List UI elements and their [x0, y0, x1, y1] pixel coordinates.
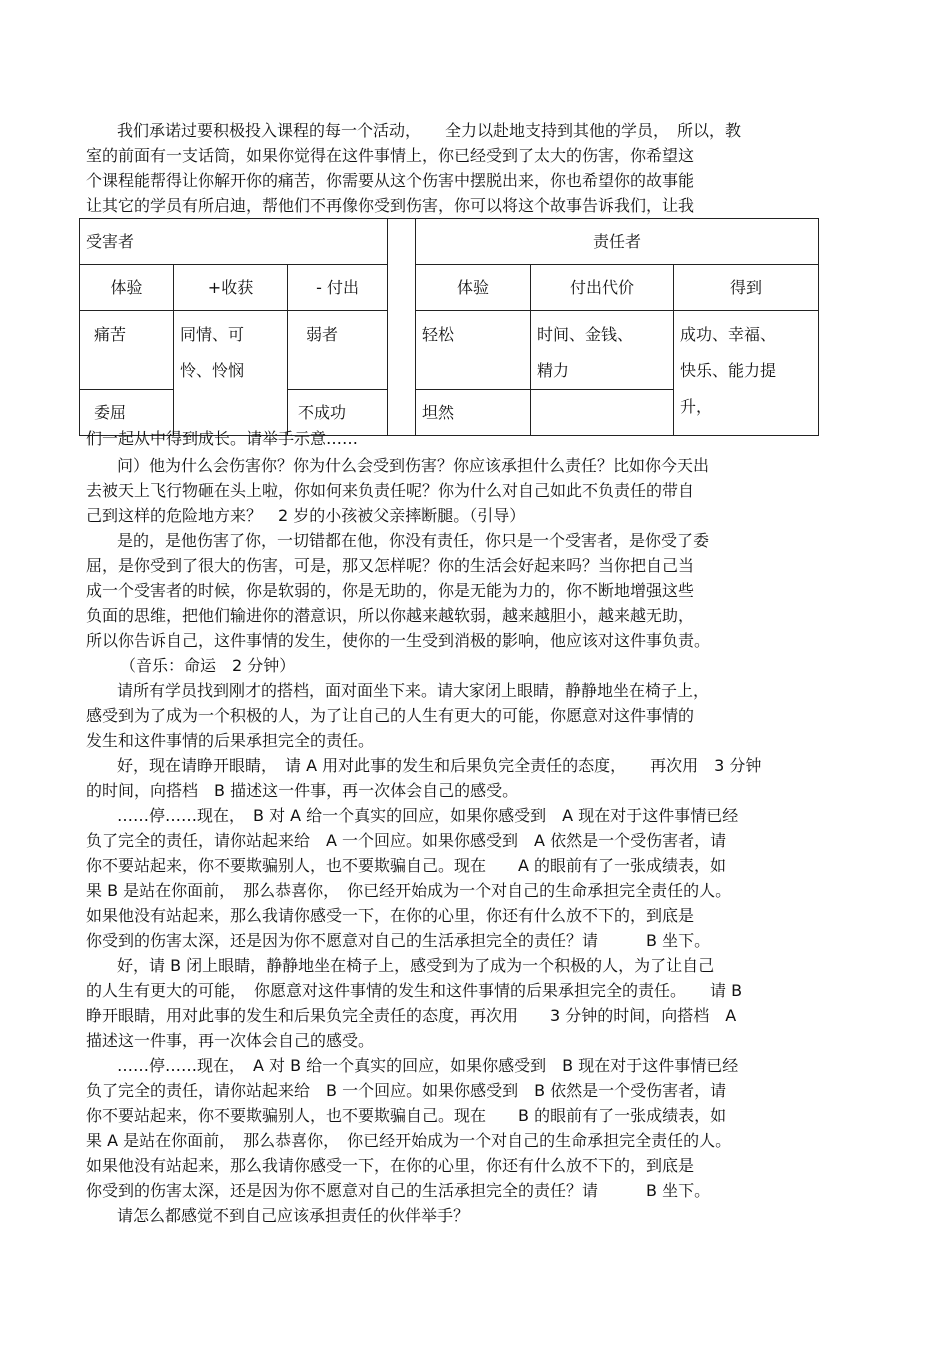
victim-cost-cell	[288, 311, 388, 390]
cell-text: 痛苦	[94, 325, 127, 344]
body-line: 你不要站起来，你不要欺骗别人，也不要欺骗自己。现在 A 的眼前有了一张成绩表，如	[86, 856, 727, 875]
responsible-header: 责任者	[416, 219, 819, 265]
cell-text: 精力	[537, 361, 570, 380]
body-line: 如果他没有站起来，那么我请你感受一下，在你的心里，你还有什么放不下的，到底是	[86, 1156, 695, 1175]
body-line: 的时间，向搭档 B 描述这一件事，再一次体会自己的感受。	[86, 781, 519, 800]
body-line: 感受到为了成为一个积极的人，为了让自己的人生有更大的可能，你愿意对这件事情的	[86, 706, 695, 725]
victim-gain-cell	[174, 311, 288, 436]
body-line: 描述这一件事，再一次体会自己的感受。	[86, 1031, 375, 1050]
cell-text: 委屈	[94, 402, 127, 422]
body-line: 请怎么都感觉不到自己应该承担责任的伙伴举手？	[117, 1206, 470, 1225]
responsible-cost-cell	[531, 390, 674, 436]
body-line: 己到这样的危险地方来？ 2 岁的小孩被父亲摔断腿。（引导）	[86, 506, 526, 525]
body-line: 问）他为什么会伤害你？你为什么会受到伤害？你应该承担什么责任？比如你今天出	[117, 456, 710, 475]
body-line: 你受到的伤害太深，还是因为你不愿意对自己的生活承担完全的责任？请 B 坐下。	[86, 931, 711, 950]
victim-header: 受害者	[80, 219, 388, 265]
cell-text: 弱者	[306, 325, 339, 344]
body-line: （音乐：命运 2 分钟）	[120, 656, 296, 675]
body-line: 负了完全的责任，请你站起来给 A 一个回应。如果你感受到 A 依然是一个受伤害者，请	[86, 831, 727, 850]
cell-text: 快乐、能力提	[680, 361, 777, 380]
responsible-cost-cell	[531, 311, 674, 390]
body-line: 你不要站起来，你不要欺骗别人，也不要欺骗自己。现在 B 的眼前有了一张成绩表，如	[86, 1106, 727, 1125]
cell-text: 升，	[680, 397, 713, 416]
body-line: ……停……现在， B 对 A 给一个真实的回应，如果你感受到 A 现在对于这件事情已经	[117, 806, 739, 825]
cell-text: 坦然	[422, 402, 455, 422]
body-line: 成一个受害者的时候，你是软弱的，你是无助的，你是无能为力的，你不断地增强这些	[86, 581, 695, 600]
victim-col-experience: 体验	[80, 265, 174, 311]
body-line: 们一起从中得到成长。请举手示意……	[86, 429, 359, 448]
body-line: 果 B 是站在你面前， 那么恭喜你， 你已经开始成为一个对自己的生命承担完全责任的人。	[86, 881, 732, 900]
cell-text: 怜、怜悯	[180, 361, 245, 380]
intro-line: 室的前面有一支话筒，如果你觉得在这件事情上，你已经受到了太大的伤害，你希望这	[86, 146, 695, 165]
cell-text: 时间、金钱、	[537, 325, 634, 344]
cell-text: 不成功	[298, 402, 347, 422]
body-line: 请所有学员找到刚才的搭档，面对面坐下来。请大家闭上眼睛，静静地坐在椅子上，	[117, 681, 710, 700]
victim-responsible-table	[79, 218, 819, 436]
body-line: 是的，是他伤害了你，一切错都在他，你没有责任，你只是一个受害者，是你受了委	[117, 531, 710, 550]
responsible-experience-cell	[416, 390, 531, 436]
body-line: 如果他没有站起来，那么我请你感受一下，在你的心里，你还有什么放不下的，到底是	[86, 906, 695, 925]
body-line: 负面的思维，把他们输进你的潜意识，所以你越来越软弱，越来越胆小，越来越无助，	[86, 606, 695, 625]
body-line: 你受到的伤害太深，还是因为你不愿意对自己的生活承担完全的责任？请 B 坐下。	[86, 1181, 711, 1200]
body-line: 所以你告诉自己，这件事情的发生，使你的一生受到消极的影响，他应该对这件事负责。	[86, 631, 711, 650]
responsible-col-cost: 付出代价	[531, 265, 674, 311]
cell-text: 成功、幸福、	[680, 325, 777, 344]
body-line: 的人生有更大的可能， 你愿意对这件事情的发生和这件事情的后果承担完全的责任。 请 B	[86, 981, 743, 1000]
body-line: 好，请 B 闭上眼睛，静静地坐在椅子上，感受到为了成为一个积极的人，为了让自己	[117, 956, 715, 975]
intro-line: 让其它的学员有所启迪，帮他们不再像你受到伤害，你可以将这个故事告诉我们，让我	[86, 196, 695, 215]
victim-col-gain: +收获	[174, 265, 288, 311]
cell-text: 同情、可	[180, 325, 245, 344]
body-line: 好，现在请睁开眼睛， 请 A 用对此事的发生和后果负完全责任的态度， 再次用 3 分钟	[117, 756, 762, 775]
responsible-col-get: 得到	[674, 265, 819, 311]
body-line: 屈，是你受到了很大的伤害，可是，那又怎样呢？你的生活会好起来吗？当你把自己当	[86, 556, 695, 575]
body-line: 睁开眼睛，用对此事的发生和后果负完全责任的态度，再次用 3 分钟的时间，向搭档 A	[86, 1006, 737, 1025]
responsible-get-cell	[674, 311, 819, 436]
intro-line: 我们承诺过要积极投入课程的每一个活动， 全力以赴地支持到其他的学员， 所以，教	[117, 121, 742, 140]
body-line: ……停……现在， A 对 B 给一个真实的回应，如果你感受到 B 现在对于这件事情已经	[117, 1056, 739, 1075]
cell-text: 轻松	[422, 325, 455, 344]
body-line: 果 A 是站在你面前， 那么恭喜你， 你已经开始成为一个对自己的生命承担完全责任的人。	[86, 1131, 732, 1150]
victim-experience-cell	[80, 311, 174, 390]
table-divider-gap	[388, 219, 416, 436]
body-line: 去被天上飞行物砸在头上啦，你如何来负责任呢？你为什么对自己如此不负责任的带自	[86, 481, 695, 500]
body-line: 发生和这件事情的后果承担完全的责任。	[86, 731, 375, 750]
responsible-col-experience: 体验	[416, 265, 531, 311]
intro-line: 个课程能帮得让你解开你的痛苦，你需要从这个伤害中摆脱出来，你也希望你的故事能	[86, 171, 695, 190]
responsible-experience-cell	[416, 311, 531, 390]
body-line: 负了完全的责任，请你站起来给 B 一个回应。如果你感受到 B 依然是一个受伤害者，请	[86, 1081, 727, 1100]
victim-col-cost: - 付出	[288, 265, 388, 311]
